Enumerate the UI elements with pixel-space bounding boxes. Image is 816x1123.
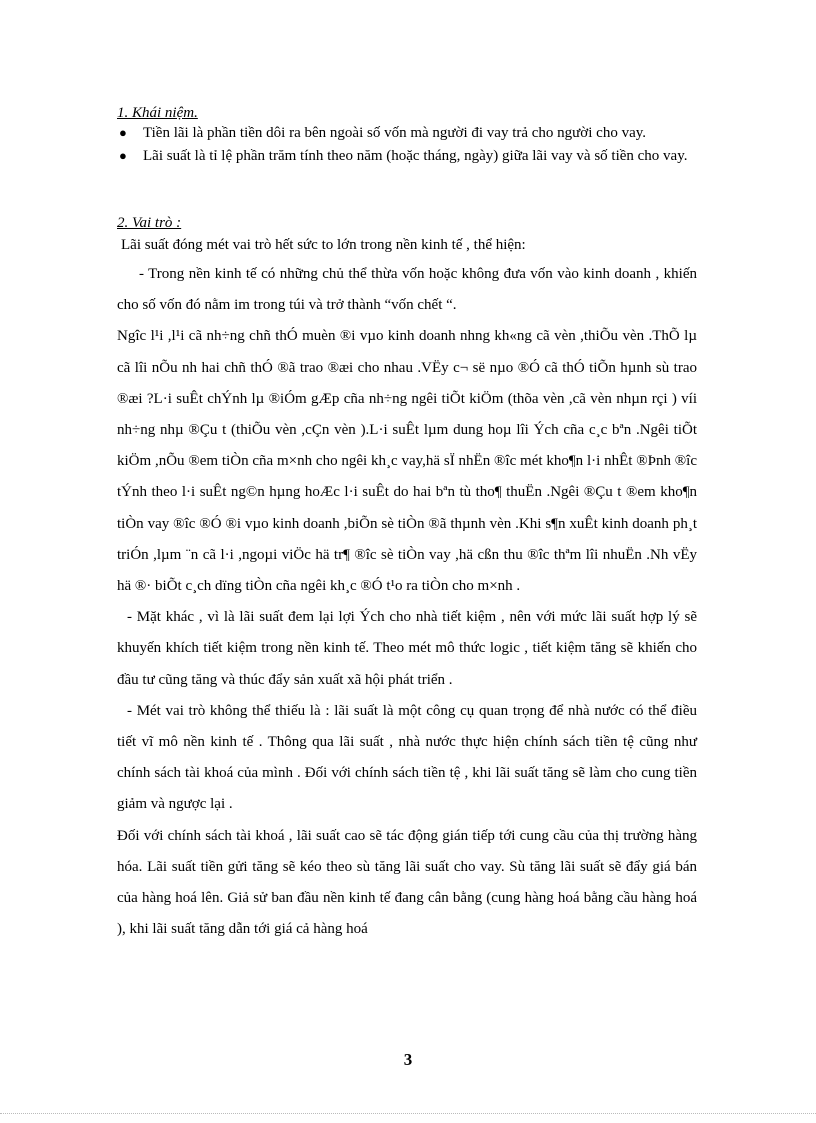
section-1 bbox=[117, 103, 697, 169]
paragraph-idle-capital: - Trong nền kinh tế có những chủ thể thừa vốn hoặc không đưa vốn vào kinh doanh , khiến cho số vốn đó nằm im trong túi và trở thành “vốn chết “. bbox=[117, 266, 697, 314]
definition-item bbox=[117, 123, 697, 143]
section-1-heading: 1. Khái niệm. bbox=[117, 105, 198, 121]
definition-text: Lãi suất là tỉ lệ phần trăm tính theo năm (hoặc tháng, ngày) giữa lãi vay và số tiền cho vay. bbox=[143, 148, 688, 164]
definition-item bbox=[117, 146, 697, 166]
page-number: 3 bbox=[403, 1050, 413, 1069]
bullet-icon: ● bbox=[119, 125, 127, 140]
paragraph-savers-investors: Ngîc l¹i ,l¹i cã nh÷ng chñ thÓ muèn ®i vµo kinh doanh nhng kh«ng cã vèn ,thiÕu vèn .ThÕ lµ cã lîi nÕu nh hai chñ thÓ ®ã trao ®æi cho nhau .VËy c¬ së nµo ®Ó cã thÓ tiÕn hµnh sù trao ®æi ?L·i suÊt chÝnh lµ ®iÓm gÆp cña nh÷ng ngêi tiÕt kiÖm (thõa vèn ,cã vèn nhµn rçi ) víi nh÷ng nhµ ®Çu t (thiÕu vèn ,cÇn vèn ).L·i suÊt lµm dung hoµ lîi Ých cña c¸c bªn .Ngêi tiÕt kiÖm ,nÕu ®em tiÒn cña m×nh cho ngêi kh¸c vay,hä sÏ nhËn ®îc mét kho¶n l·i nhÊt ®Þnh ®îc tÝnh theo l·i suÊt ng©n hµng hoÆc l·i suÊt do hai bªn tù tho¶ thuËn .Ngêi ®Çu t ®em kho¶n tiÒn vay ®îc ®Ó ®i vµo kinh doanh ,biÕn sè tiÒn ®ã thµnh vèn .Khi s¶n xuÊt kinh doanh ph¸t triÓn ,lµm ¨n cã l·i ,ngoµi viÖc hä tr¶ ®îc sè tiÒn vay ,hä cßn thu ®îc thªm lîi nhuËn .Nh vËy hä ®· biÕt c¸ch dïng tiÒn cña ngêi kh¸c ®Ó t¹o ra tiÒn cho m×nh . bbox=[117, 328, 697, 595]
definition-list bbox=[117, 123, 697, 166]
section-2-heading: 2. Vai trò : bbox=[117, 215, 182, 231]
section-2-body bbox=[117, 259, 697, 945]
section-2 bbox=[117, 213, 697, 255]
page-bottom-rule bbox=[0, 1113, 816, 1114]
paragraph-fiscal-policy: Đối với chính sách tài khoá , lãi suất cao sẽ tác động gián tiếp tới cung cầu của thị trường hàng hóa. Lãi suất tiền gửi tăng sẽ kéo theo sù tăng lãi suất cho vay. Sù tăng lãi suất sẽ đẩy giá bán của hàng hoá lên. Giả sử ban đầu nền kinh tế đang cân bằng (cung hàng hoá bằng cầu hàng hoá ), khi lãi suất tăng dẫn tới giá cả hàng hoá bbox=[117, 827, 697, 938]
section-2-intro: Lãi suất đóng mét vai trò hết sức to lớn trong nền kinh tế , thể hiện: bbox=[121, 237, 526, 253]
definition-text: Tiền lãi là phần tiền dôi ra bên ngoài số vốn mà người đi vay trả cho người cho vay. bbox=[143, 125, 646, 141]
bullet-icon: ● bbox=[119, 148, 127, 163]
paragraph-macro-tool: - Mét vai trò không thể thiếu là : lãi suất là một công cụ quan trọng để nhà nước có thể điều tiết vĩ mô nền kinh tế . Thông qua lãi suất , nhà nước thực hiện chính sách tiền tệ cũng như chính sách tài khoá của mình . Đối với chính sách tiền tệ , khi lãi suất tăng sẽ làm cho cung tiền giảm và ngược lại . bbox=[117, 702, 697, 813]
paragraph-encourage-saving: - Mặt khác , vì là lãi suất đem lại lợi Ých cho nhà tiết kiệm , nên với mức lãi suất hợp lý sẽ khuyến khích tiết kiệm trong nền kinh tế. Theo mét mô thức logic , tiết kiệm tăng sẽ khiến cho đầu tư cũng tăng và thúc đẩy sản xuất xã hội phát triển . bbox=[117, 609, 697, 688]
